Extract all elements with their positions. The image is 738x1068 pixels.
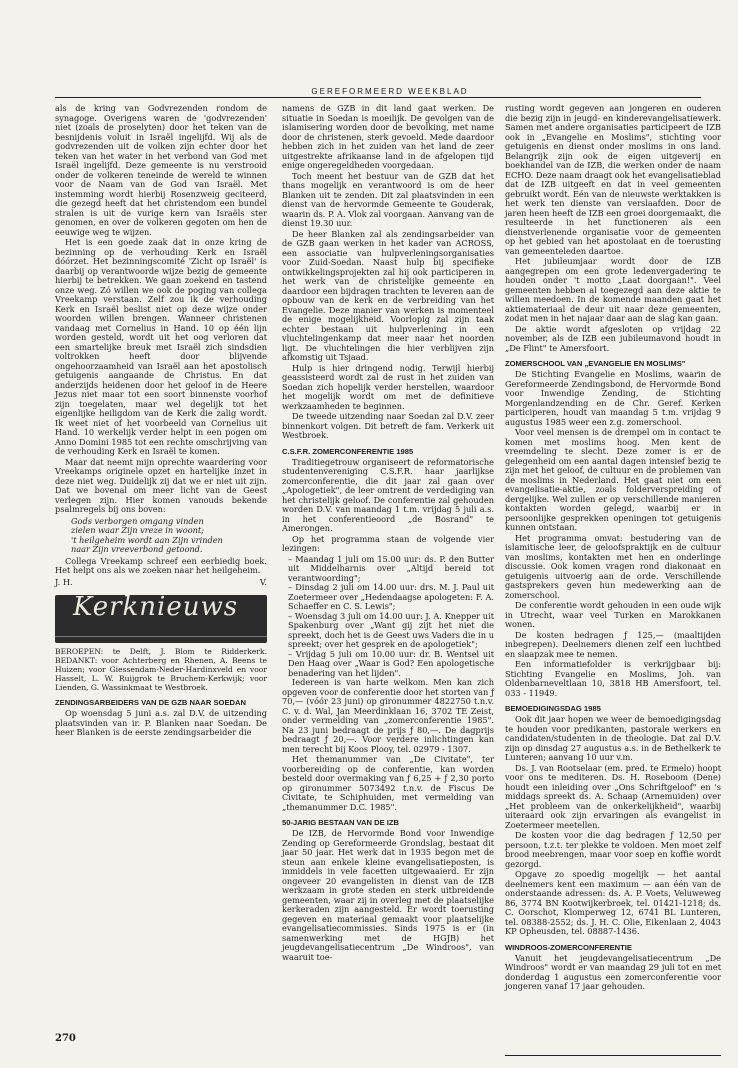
footer-rule	[505, 1055, 721, 1056]
poem-line: Gods verborgen omgang vinden	[71, 515, 204, 526]
column-3	[505, 104, 721, 993]
paragraph: Ds. J. van Rootselaar (em. pred. te Ermelo) hoopt voor ons te mediteren. Ds. H. Roseboom (Dene) houdt een inleiding over „Ons Schriftgeloof" en 's middags spreekt ds. A. Schaap (Arnemuiden) over „Het probleem van de onkerkelijkheid", waarbij uiteraard ook zijn ervaringen als evangelist in Zoetermeer meetellen.	[505, 762, 721, 830]
banner-title: Kerknieuws	[73, 595, 239, 622]
poem-line: 't heilgeheim wordt aan Zijn vrinden	[71, 534, 223, 545]
banner-stripe	[55, 636, 267, 637]
paragraph: De Stichting Evangelie en Moslims, waarin de Gereformeerde Zendingsbond, de Hervormde Bond voor Inwendige Zending, de Stichting Morgenlandzending en de Chr. Geref. Kerken participeren, houdt van maandag 5 t.m. vrijdag 9 augustus 1985 weer een z.g. zomerschool.	[505, 369, 721, 427]
paragraph: Ook dit jaar hopen we weer de bemoedigingsdag te houden voor predikanten, pastorale werkers en candidaten/studenten in de theologie. Dat zal D.V. zijn op dinsdag 27 augustus a.s. in de Bethelkerk te Lunteren; aanvang 10 uur v.m.	[505, 714, 721, 762]
paragraph: De heer Blanken zal als zendingsarbeider van de GZB gaan werken in het kader van ACROSS, een associatie van hulpverleningsorganisaties voor Zuid-Soedan. Naast hulp bij specifieke ontwikkelingsprojekten zal hij ook participeren in het werk van de christelijke gemeente en daardoor een bijdragen trachten te leveren aan de opbouw van de kerk en de verbreiding van het Evangelie. Deze manier van werken is momenteel de enige mogelijkheid. Voorlopig zal zijn taak echter bestaan uit hulpverlening in een vluchtelingenkamp dat meer naar het noorden ligt. De vluchtelingen die hier verblijven zijn afkomstig uit Tsjaad.	[282, 228, 494, 362]
paragraph: Vanuit het jeugdevangelisatiecentrum „De Windroos" wordt er van maandag 29 juli tot en met donderdag 1 augustus een zomerconferentie voor jongeren vanaf 17 jaar gehouden.	[505, 952, 721, 991]
lecture-list	[282, 555, 494, 679]
paragraph: De conferentie wordt gehouden in een oude wijk in Utrecht, waar veel Turken en Marokkanen wonen.	[505, 600, 721, 629]
paragraph: Collega Vreekamp schreef een eerbiedig boek. Het helpt ons als we zoeken naar het heilgeheim.	[55, 555, 267, 575]
column-2	[282, 104, 494, 963]
paragraph: Toch meent het bestuur van de GZB dat het thans mogelijk en verantwoord is om de heer Blanken uit te zenden. Dit zal plaatsvinden in een dienst van de hervormde Gemeente te Gouderak, waarin ds. P. A. Vlok zal voorgaan. Aanvang van de dienst 19.30 uur.	[282, 170, 494, 228]
paragraph: Op woensdag 5 juni a.s. zal D.V. de uitzending plaatsvinden van ir. P. Blanken naar Soedan. De heer Blanken is de eerste zendingsarbeider die	[55, 708, 267, 737]
section-heading: ZENDINGSARBEIDERS VAN DE GZB NAAR SOEDAN	[55, 698, 246, 707]
section-heading: ZOMERSCHOOL VAN „EVANGELIE EN MOSLIMS"	[505, 359, 686, 368]
paragraph: Iedereen is van harte welkom. Men kan zich opgeven voor de conferentie door het storten van ƒ 70,— (vóór 23 juni) op gironummer 4822750 t.n.v. C. v. d. Wal, Jan Meerdinklaan 16, 3702 TE Zeist, onder vermelding van „zomerconferentie 1985". Na 23 juni bedraagt de prijs ƒ 80,—. De dagprijs bedraagt ƒ 20,—. Voor verdere inlichtingen kan men terecht bij Koos Plooy, tel. 02979 - 1307.	[282, 677, 494, 754]
list-item: – Dinsdag 2 juli om 14.00 uur: drs. M. J. Paul uit Zoetermeer over „Hedendaagse apologeten: F. A. Schaeffer en C. S. Lewis";	[288, 583, 494, 612]
paragraph: Opgave zo spoedig mogelijk — het aantal deelnemers kent een maximum — aan één van de onderstaande adressen: ds. A. P. Voets, Veluweweg 86, 3774 BN Kootwijkerbroek, tel. 01421-1218; ds. C. Oorschot, Klomperweg 12, 6741 BL Lunteren, tel. 08388-2552; ds. J. H. C. Olie, Eikenlaan 2, 4043 KP Opheusden, tel. 08887-1436.	[505, 869, 721, 936]
paragraph: Het is een goede zaak dat in onze kring de bezinning op de verhouding Kerk en Israël dóórzet. Het bezinningscomité 'Zicht op Israël' is daarbij op verantwoorde wijze bezig de gemeente hierbij te betrekken. We gaan zoekend en tastend onze weg. Zó willen we ook de poging van collega Vreekamp verstaan. Zelf zou ik de verhouding Kerk en Israël beslist niet op deze wijze onder woorden willen brengen. Wanneer christenen vandaag met Cornelius in Hand. 10 op één lijn worden gesteld, wordt uit het oog verloren dat een smartelijke breuk met Israël zich sindsdien voltrokken heeft door blijvende ongehoorzaamheid van Israël aan het apostolisch getuigenis aangaande de Christus. En dat anderzijds heidenen door het geloof in de Heere Jezus niet maar tot een soort binnenste voorhof zijn toegelaten, maar wel degelijk tot het eigenlijke heiligdom van de Kerk die zalig wordt. Ik weet niet of het voorbeeld van Cornelius uit Hand. 10 werkelijk verder helpt in een pogen om Anno Domini 1985 tot een rechte omschrijving van de verhouding Kerk en Israël te komen.	[55, 237, 267, 456]
paragraph: Het programma omvat: bestudering van de islamitische leer, de geloofspraktijk en de cultuur van moslims, kontakten met hen en onderlinge discussie. Ook komen vragen rond diakonaat en getuigenis uitvoerig aan de orde. Verschillende gastsprekers geven hun medewerking aan de zomerschool.	[505, 532, 721, 600]
section-heading: BEMOEDIGINGSDAG 1985	[505, 704, 601, 713]
paragraph: Maar dat neemt mijn oprechte waardering voor Vreekamps originele opzet en hartelijke inzet in deze niet weg. Duidelijk zij dat we er niet uit zijn. Dat we bovenal om meer licht van de Geest verlegen zijn. Hier komen vanouds bekende psalmregels bij ons boven:	[55, 456, 267, 514]
paragraph: Hulp is hier dringend nodig. Terwijl hierbij geassisteerd wordt zal de rust in het zuiden van Soedan zich hopelijk verder herstellen, waardoor het mogelijk wordt om met de definitieve werkzaamheden te beginnen.	[282, 362, 494, 411]
list-item: – Woensdag 3 juli om 14.00 uur: J. A. Knepper uit Spakenburg over „Want gij zijt het niet die spreekt, doch het is de Geest uws Vaders die in u spreekt; over het gesprek en de apologetiek";	[288, 612, 494, 650]
header-rule	[55, 97, 701, 98]
paragraph: De IZB, de Hervormde Bond voor Inwendige Zending op Gereformeerde Grondslag, bestaat dit jaar 50 jaar. Het werk dat in 1935 begon met de steun aan enkele kleine evangelisatieposten, is inmiddels in vele facetten uitgewaaierd. Er zijn ongeveer 20 evangelisten in dienst van de IZB werkzaam in grote steden en sterk uitbreidende gemeenten, waar zij in overleg met de plaatselijke kerkeraden zijn aangesteld. Er wordt toerusting gegeven en materiaal gemaakt voor plaatselijke evangelisatiecommissies. Sinds 1975 is er (in samenwerking met de HGJB) het jeugdevangelisatiecentrum „De Windroos", van waaruit toe-	[282, 828, 494, 962]
section-heading: WINDROOS-ZOMERCONFERENTIE	[505, 942, 632, 952]
list-item: – Maandag 1 juli om 15.00 uur: ds. P. den Butter uit Middelharnis over „Altijd bereid tot verantwoording";	[288, 555, 494, 584]
paragraph: De aktie wordt afgesloten op vrijdag 22 november, als de IZB een jubileumavond houdt in „De Flint" te Amersfoort.	[505, 323, 721, 353]
poem-line: zielen waar Zijn vreze in woont;	[71, 525, 204, 535]
running-header: GEREFORMEERD WEEKBLAD	[311, 87, 469, 96]
paragraph: Een informatiefolder is verkrijgbaar bij: Stichting Evangelie en Moslims, Joh. van Oldenbarneveltlaan 10, 3818 HB Amersfoort, tel. 033 - 11949.	[505, 659, 721, 698]
page-number: 270	[55, 1033, 76, 1044]
signature	[55, 578, 267, 588]
paragraph: De kosten voor die dag bedragen ƒ 12,50 per persoon, t.z.t. ter plekke te voldoen. Men moet zelf brood meebrengen, maar voor soep en koffie wordt gezorgd.	[505, 830, 721, 869]
kerknieuws-banner	[55, 595, 267, 643]
list-item: – Vrijdag 5 juli om 10.00 uur: dr. B. Wentsel uit Den Haag over „Waar is God? Een apologetische benadering van het lijden".	[288, 650, 494, 679]
paragraph: Het jubileumjaar wordt door de IZB aangegrepen om een grote ledenvergadering te houden onder 't motto „Laat doorgaan!". Veel gemeenten hebben al toegezegd aan deze aktie te willen meedoen. In de komende maanden gaat het aktiemateriaal de deur uit naar deze gemeenten, zodat men in het najaar daar aan de slag kan gaan.	[505, 256, 721, 323]
church-news: BEROEPEN: te Delft, J. Blom te Ridderkerk. BEDANKT: voor Achterberg en Rhenen, A. Beens te Huizen; voor Giessendam-Neder-Hardinxveld en voor Hasselt, L. W. Ruijgrok te Bruchem-Kerkwijk; voor Lienden, G. Wassinkmaat te Westbroek.	[55, 647, 267, 692]
signature-initials: J. H.	[55, 576, 73, 587]
paragraph: Traditiegetrouw organiseert de reformatorische studentenvereniging C.S.F.R. haar jaarlijkse zomerconferentie, die dit jaar zal gaan over „Apologetiek", de leer omtrent de verdediging van het christelijk geloof. De conferentie zal gehouden worden D.V. van maandag 1 t.m. vrijdag 5 juli a.s. in het conferentieoord „de Bosrand" te Amerongen.	[282, 456, 494, 533]
poem-line: naar Zijn vreeverbond getoond.	[71, 544, 203, 554]
signature-mark: V.	[259, 576, 267, 587]
paragraph: Voor veel mensen is de drempel om in contact te komen met moslims hoog. Men kent de vreemdeling te slecht. Deze zomer is er de gelegenheid om een aantal dagen intensief bezig te zijn met het geloof, de cultuur en de problemen van de moslims in Nederland. Het gaat niet om een evangelisatie-aktie, zoals folderverspreiding of dergelijke. Wel zullen er op verschillende manieren kontakten worden gelegd, waarbij er in persoonlijke gesprekken openingen tot getuigenis kunnen ontstaan.	[505, 427, 721, 532]
paragraph: als de kring van Godvrezenden rondom de synagoge. Overigens waren de 'godvrezenden' niet (zoals de proselyten) door het teken van de besnijdenis voluit in Israël ingelijfd. Wij als de godvrezenden uit de volken zijn echter door het teken van het water in het verbond van God met Israël ingelijfd. Deze gemeente is nu verstrooid onder de volkeren teneinde de wereld te winnen voor de Naam van de God van Israël. Met instemming wordt hierbij Rosenzweig geciteerd, die gezegd heeft dat het christendom een bundel stralen is uit de vurige kern van Israëls ster genomen, en over de volkeren gegoten om hen de eeuwige weg te wijzen.	[55, 103, 267, 237]
paragraph: Op het programma staan de volgende vier lezingen:	[282, 533, 494, 553]
section-heading: 50-JARIG BESTAAN VAN DE IZB	[282, 818, 400, 827]
psalm-quote	[71, 517, 267, 555]
paragraph: Het themanummer van „De Civitate", ter voorbereiding op de conferentie, kan worden besteld door overmaking van ƒ 6,25 + ƒ 2,30 porto op gironummer 5073492 t.n.v. de Fiscus De Civitate, te Schiphuiden, met vermelding van „themanummer D.C. 1985".	[282, 754, 494, 812]
section-heading: C.S.F.R. ZOMERCONFERENTIE 1985	[282, 446, 414, 456]
paragraph: rusting wordt gegeven aan jongeren en ouderen die bezig zijn in jeugd- en kinderevangelisatiewerk. Samen met andere organisaties participeert de IZB ook in „Evangelie en Moslims", stichting voor getuigenis en dienst onder moslims in ons land. Belangrijk zijn ook de eigen uitgeverij en boekhandel van de IZB, die werken onder de naam ECHO. Deze naam draagt ook het evangelisatieblad dat de IZB uitgeeft en dat in veel gemeenten gebruikt wordt. Eén van de nieuwste werktakken is het werk ten dienste van verslaafden. Door de jaren heen heeft de IZB een groei doorgemaakt, die resulteerde in het functioneren als een dienstverlenende organisatie voor de gemeenten op het gebied van het apostolaat en de toerusting van gemeenteleden daartoe.	[505, 103, 721, 256]
column-1	[55, 104, 267, 739]
paragraph: De kosten bedragen ƒ 125,— (maaltijden inbegrepen). Deelnemers dienen zelf een luchtbed en slaapzak mee te nemen.	[505, 629, 721, 659]
paragraph: De tweede uitzending naar Soedan zal D.V. zeer binnenkort volgen. Dit betreft de fam. Verkerk uit Westbroek.	[282, 411, 494, 440]
paragraph: namens de GZB in dit land gaat werken. De situatie in Soedan is moeilijk. De gevolgen van de islamisering worden door de bevolking, met name door de christenen, sterk gevoeld. Mede daardoor hebben zich in het zuiden van het land de zeer uitgestrekte afrikaanse land in de afgelopen tijd enige ongeregeldheden voorgedaan.	[282, 103, 494, 170]
